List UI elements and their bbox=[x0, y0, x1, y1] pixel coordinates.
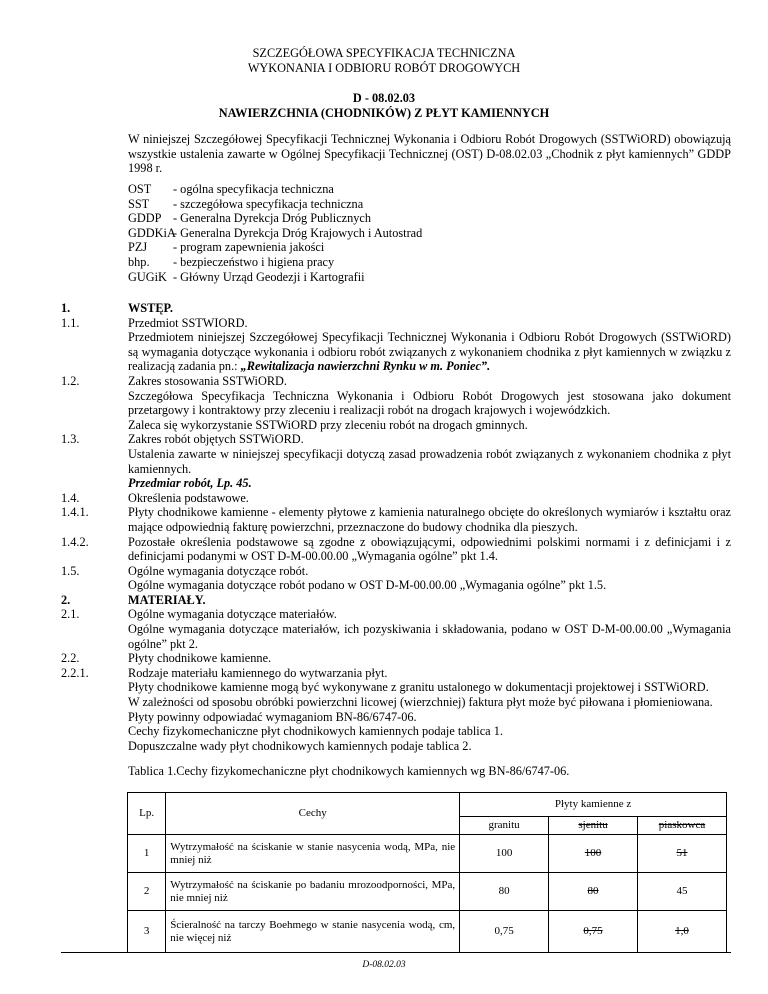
value-piaskowca: 45 bbox=[638, 873, 727, 911]
intro-paragraph: W niniejszej Szczegółowej Specyfikacji Technicznej Wykonania i Odbioru Robót Drogowych (SSTWiORD) obowiązują wszystkie ustalenia zawarte w Ogólnej Specyfikacji Technicznej (OST) D-08.02.03 „Chodnik z płyt kamiennych” GDDP 1998 r. bbox=[128, 132, 731, 176]
footer-divider bbox=[61, 952, 731, 953]
abbreviation-value: - szczegółowa specyfikacja techniczna bbox=[173, 196, 364, 211]
abbreviation-item bbox=[128, 182, 628, 197]
column-header-group: Płyty kamienne z bbox=[460, 793, 727, 817]
abbreviation-item bbox=[128, 226, 628, 241]
value-piaskowca: 1,0 bbox=[638, 911, 727, 953]
section-text: Szczegółowa Specyfikacja Techniczna Wykonania i Odbioru Robót Drogowych jest stosowana jako dokument przetargowy i kontraktowy przy zleceniu i realizacji robót na drogach krajowych i wojewódzkich. bbox=[128, 388, 731, 418]
abbreviation-item bbox=[128, 211, 628, 226]
section-heading: Zakres stosowania SSTWiORD. bbox=[128, 373, 288, 388]
value-sjenitu: 0,75 bbox=[549, 911, 638, 953]
abbreviation-key: GUGiK bbox=[128, 269, 167, 284]
section-number: 1.3. bbox=[61, 432, 80, 447]
abbreviation-key: SST bbox=[128, 196, 150, 211]
value-granitu: 0,75 bbox=[460, 911, 549, 953]
abbreviation-key: PZJ bbox=[128, 240, 148, 255]
section-heading: Rodzaje materiału kamiennego do wytwarzania płyt. bbox=[128, 665, 388, 680]
abbreviation-key: GDDP bbox=[128, 211, 162, 226]
section-number: 1.4.2. bbox=[61, 534, 89, 549]
table-row bbox=[128, 911, 727, 953]
section-number: 1.2. bbox=[61, 373, 80, 388]
section-text: Płyty chodnikowe kamienne mogą być wykonywane z granitu ustalonego w dokumentacji projektowej i SSTWiORD. bbox=[128, 680, 709, 695]
section-text bbox=[128, 330, 731, 374]
section-number: 1.4. bbox=[61, 490, 80, 505]
bill-of-quantities-ref: Przedmiar robót, Lp. 45. bbox=[128, 476, 252, 491]
abbreviation-item bbox=[128, 197, 628, 212]
table-caption: Tablica 1.Cechy fizykomechaniczne płyt chodnikowych kamiennych wg BN-86/6747-06. bbox=[128, 764, 570, 778]
abbreviation-item bbox=[128, 255, 628, 270]
section-text: Ogólne wymagania dotyczące materiałów, ich pozyskiwania i składowania, podano w OST D-M-00.00.00 „Wymagania ogólne” pkt 2. bbox=[128, 622, 731, 651]
section-text: Zaleca się wykorzystanie SSTWiORD przy zleceniu robót na drogach gminnych. bbox=[128, 417, 528, 432]
column-header-lp: Lp. bbox=[128, 793, 166, 835]
section-heading: WSTĘP. bbox=[128, 301, 173, 315]
value-granitu: 80 bbox=[460, 873, 549, 911]
abbreviation-value: - ogólna specyfikacja techniczna bbox=[173, 182, 334, 196]
section-heading: Zakres robót objętych SSTWiORD. bbox=[128, 432, 304, 447]
section-text: Dopuszczalne wady płyt chodnikowych kamiennych podaje tablica 2. bbox=[128, 738, 472, 753]
table-row bbox=[128, 835, 727, 873]
column-header-piaskowca: piaskowca bbox=[638, 817, 727, 835]
section-heading: Przedmiot SSTWIORD. bbox=[128, 315, 248, 330]
spec-code: D - 08.02.03 bbox=[352, 91, 416, 105]
row-cecha: Ścieralność na tarczy Boehmego w stanie nasycenia wodą, cm, nie więcej niż bbox=[166, 911, 460, 953]
abbreviation-key: GDDKiA bbox=[128, 225, 176, 240]
abbreviation-value: - Generalna Dyrekcja Dróg Krajowych i Autostrad bbox=[173, 225, 423, 240]
value-sjenitu: 100 bbox=[549, 835, 638, 873]
section-number: 2. bbox=[61, 592, 71, 607]
abbreviation-item bbox=[128, 240, 628, 255]
abbreviation-item bbox=[128, 270, 628, 285]
abbreviation-value: - program zapewnienia jakości bbox=[173, 240, 325, 255]
column-header-cechy: Cechy bbox=[166, 793, 460, 835]
section-number: 2.2.1. bbox=[61, 665, 89, 680]
section-text: Płyty chodnikowe kamienne - elementy płytowe z kamienia naturalnego obcięte do określonych wymiarów i kształtu oraz mające odpowiednią fakturę powierzchni, przeznaczone do budowy chodnika dla pieszych. bbox=[128, 505, 731, 534]
page-footer: D-08.02.03 bbox=[362, 960, 406, 970]
section-number: 2.1. bbox=[61, 607, 80, 622]
section-heading: Ogólne wymagania dotyczące materiałów. bbox=[128, 607, 337, 622]
header-line-2: WYKONANIA I ODBIORU ROBÓT DROGOWYCH bbox=[247, 61, 521, 75]
section-number: 1.5. bbox=[61, 563, 80, 578]
abbreviation-value: - Główny Urząd Geodezji i Kartografii bbox=[173, 269, 365, 284]
column-header-granitu: granitu bbox=[460, 817, 549, 835]
spec-title: NAWIERZCHNIA (CHODNIKÓW) Z PŁYT KAMIENNYCH bbox=[218, 106, 550, 120]
row-cecha: Wytrzymałość na ściskanie po badaniu mrozoodporności, MPa, nie mniej niż bbox=[166, 873, 460, 911]
abbreviation-value: - Generalna Dyrekcja Dróg Publicznych bbox=[173, 211, 372, 226]
section-number: 1. bbox=[61, 301, 71, 315]
abbreviation-key: OST bbox=[128, 182, 152, 196]
value-granitu: 100 bbox=[460, 835, 549, 873]
row-cecha: Wytrzymałość na ściskanie w stanie nasycenia wodą, MPa, nie mniej niż bbox=[166, 835, 460, 873]
section-number: 1.4.1. bbox=[61, 505, 89, 520]
section-heading: Ogólne wymagania dotyczące robót. bbox=[128, 563, 309, 578]
task-name: „Rewitalizacja nawierzchni Rynku w m. Poniec”. bbox=[240, 359, 491, 374]
section-heading: Płyty chodnikowe kamienne. bbox=[128, 651, 272, 666]
section-number: 2.2. bbox=[61, 651, 80, 666]
section-text: Ogólne wymagania dotyczące robót podano w OST D-M-00.00.00 „Wymagania ogólne” pkt 1.5. bbox=[128, 578, 607, 593]
section-text: Płyty powinny odpowiadać wymaganiom BN-86/6747-06. bbox=[128, 709, 417, 724]
section-outline bbox=[61, 301, 731, 753]
header-line-1: SZCZEGÓŁOWA SPECYFIKACJA TECHNICZNA bbox=[252, 46, 516, 60]
value-piaskowca: 51 bbox=[638, 835, 727, 873]
properties-table bbox=[127, 792, 727, 953]
table-row bbox=[128, 873, 727, 911]
section-text: W zależności od sposobu obróbki powierzchni licowej (wierzchniej) faktura płyt może być piłowana i płomieniowana. bbox=[128, 695, 713, 710]
column-header-sjenitu: sjenitu bbox=[549, 817, 638, 835]
section-text: Ustalenia zawarte w niniejszej specyfikacji dotyczą zasad prowadzenia robót związanych z wykonaniem chodnika z płyt kamiennych. bbox=[128, 446, 731, 476]
row-lp: 1 bbox=[128, 835, 166, 873]
section-number: 1.1. bbox=[61, 315, 80, 330]
section-text-plain: Przedmiotem niniejszej Szczegółowej Specyfikacji Technicznej Wykonania i Odbioru Robót Drogowych (SSTWiORD) są wymagania dotyczące wykonania i odbioru robót związanych z wykonaniem chodnika z płyt kamiennych w związku z realizacją zadania pn.: bbox=[128, 330, 731, 374]
section-text: Pozostałe określenia podstawowe są zgodne z obowiązującymi, odpowiednimi polskimi normami i z definicjami i z definicjami podanymi w OST D-M-00.00.00 „Wymagania ogólne” pkt 1.4. bbox=[128, 534, 731, 564]
abbreviation-key: bhp. bbox=[128, 254, 150, 269]
value-sjenitu: 80 bbox=[549, 873, 638, 911]
abbreviation-value: - bezpieczeństwo i higiena pracy bbox=[173, 254, 335, 269]
section-heading: Określenia podstawowe. bbox=[128, 490, 249, 505]
section-text: Cechy fizykomechaniczne płyt chodnikowych kamiennych podaje tablica 1. bbox=[128, 724, 503, 739]
row-lp: 2 bbox=[128, 873, 166, 911]
row-lp: 3 bbox=[128, 911, 166, 953]
section-heading: MATERIAŁY. bbox=[128, 592, 206, 607]
abbreviation-list bbox=[128, 182, 628, 284]
